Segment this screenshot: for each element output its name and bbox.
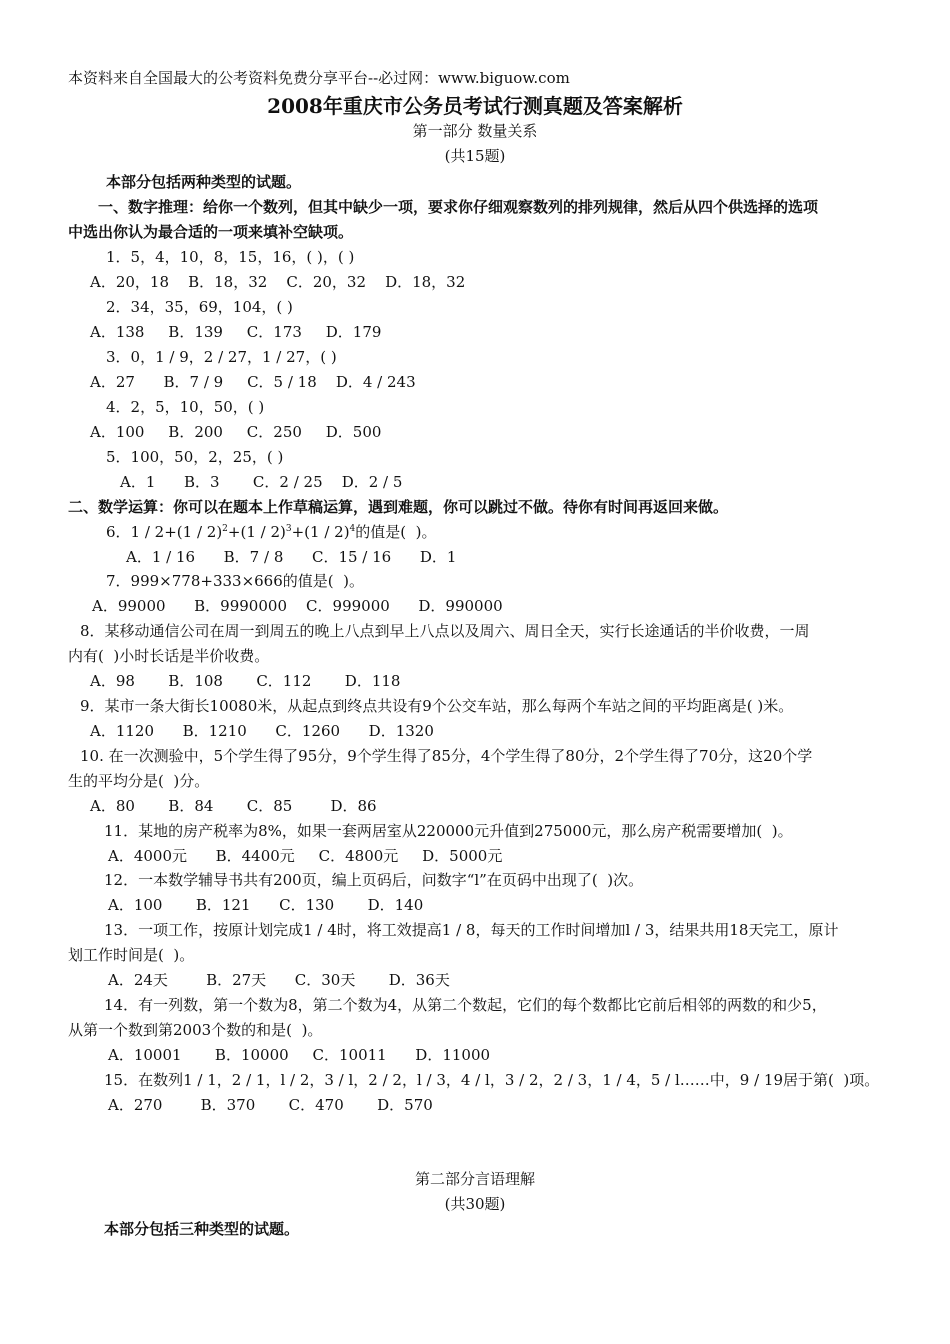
question-13-options: A．24天 B．27天 C．30天 D．36天 (108, 971, 450, 989)
q6-part-b: +(1 / 2) (227, 523, 286, 541)
question-10: 10. 在一次测验中，5个学生得了95分，9个学生得了85分，4个学生得了80分，2个学生得了70分，这20个学 (80, 747, 813, 765)
question-9: 9．某市一条大街长10080米，从起点到终点共设有9个公交车站，那么每两个车站之间的平均距离是( )米。 (80, 697, 794, 715)
question-14-cont: 从第一个数到第2003个数的和是( )。 (68, 1021, 323, 1039)
q6-exponent-3: 4 (349, 524, 356, 534)
question-14: 14．有一列数，第一个数为8，第二个数为4，从第二个数起，它们的每个数都比它前后相邻的两数的和少5， (104, 996, 827, 1014)
question-5: 5．100，50，2，25，( ) (106, 448, 284, 466)
q6-exponent-2: 3 (285, 524, 292, 534)
question-3: 3．0，1 / 9，2 / 27，1 / 27，( ) (106, 348, 337, 366)
question-1: 1．5，4，10，8，15，16，( )，( ) (106, 248, 355, 266)
question-11-options: A．4000元 B．4400元 C．4800元 D．5000元 (108, 847, 503, 865)
question-10-cont: 生的平均分是( )分。 (68, 772, 210, 790)
question-7-options: A．99000 B．9990000 C．999000 D．990000 (92, 597, 503, 615)
question-5-options: A．1 B．3 C．2 / 25 D．2 / 5 (120, 473, 403, 491)
question-6-options: A．1 / 16 B．7 / 8 C．15 / 16 D．1 (126, 548, 457, 566)
source-header: 本资料来自全国最大的公考资料免费分享平台--必过网：www.biguow.com (68, 69, 570, 87)
question-13-cont: 划工作时间是( )。 (68, 946, 195, 964)
q6-part-a: 6．1 / 2+(1 / 2) (106, 523, 223, 541)
section1-instructions: 一、数字推理：给你一个数列，但其中缺少一项，要求你仔细观察数列的排列规律，然后从四个供选择的选项 (98, 198, 819, 216)
part2-heading: 第二部分言语理解 (414, 1170, 535, 1188)
question-2-options: A．138 B．139 C．173 D．179 (90, 323, 382, 341)
question-12: 12．一本数学辅导书共有200页，编上页码后，问数字“l”在页码中出现了( )次。 (104, 871, 644, 889)
document-title: 2008年重庆市公务员考试行测真题及答案解析 (267, 94, 683, 118)
question-1-options: A．20，18 B．18，32 C．20，32 D．18，32 (90, 273, 466, 291)
section1-instructions-cont: 中选出你认为最合适的一项来填补空缺项。 (68, 223, 354, 241)
q6-part-c: +(1 / 2) (291, 523, 350, 541)
question-13: 13．一项工作，按原计划完成1 / 4时，将工效提高1 / 8，每天的工作时间增加l / 3，结果共用18天完工，原计 (104, 921, 839, 939)
question-10-options: A．80 B．84 C．85 D．86 (90, 797, 377, 815)
part1-count: (共15题) (444, 147, 506, 165)
question-3-options: A．27 B．7 / 9 C．5 / 18 D．4 / 243 (90, 373, 416, 391)
question-12-options: A．100 B．121 C．130 D．140 (108, 896, 424, 914)
question-4-options: A．100 B．200 C．250 D．500 (90, 423, 382, 441)
question-2: 2．34，35，69，104，( ) (106, 298, 293, 316)
q6-part-d: 的值是( )。 (355, 523, 437, 541)
part2-intro: 本部分包括三种类型的试题。 (104, 1220, 300, 1238)
question-4: 4．2，5，10，50，( ) (106, 398, 265, 416)
part2-count: (共30题) (444, 1195, 506, 1213)
question-7: 7．999×778+333×666的值是( )。 (106, 572, 365, 590)
question-8: 8．某移动通信公司在周一到周五的晚上八点到早上八点以及周六、周日全天，实行长途通话的半价收费，一周 (80, 622, 810, 640)
question-15-options: A．270 B．370 C．470 D．570 (108, 1096, 433, 1114)
question-8-options: A．98 B．108 C．112 D．118 (90, 672, 401, 690)
question-15: 15．在数列1 / 1，2 / 1，l / 2，3 / l，2 / 2，l / 3，4 / l，3 / 2，2 / 3，1 / 4，5 / l……中，9 / 19居于第( )项。 (104, 1071, 880, 1089)
question-11: 11．某地的房产税率为8%，如果一套两居室从220000元升值到275000元，那么房产税需要增加( )。 (104, 822, 793, 840)
section2-instructions: 二、数学运算：你可以在题本上作草稿运算，遇到难题，你可以跳过不做。待你有时间再返回来做。 (68, 498, 729, 516)
q6-exponent-1: 2 (222, 524, 228, 534)
question-9-options: A．1120 B．1210 C．1260 D．1320 (90, 722, 434, 740)
question-8-cont: 内有( )小时长话是半价收费。 (68, 647, 270, 665)
question-14-options: A．10001 B．10000 C．10011 D．11000 (108, 1046, 491, 1064)
part1-intro: 本部分包括两种类型的试题。 (106, 173, 302, 191)
question-6 (106, 522, 437, 542)
part1-heading: 第一部分 数量关系 (412, 122, 538, 140)
